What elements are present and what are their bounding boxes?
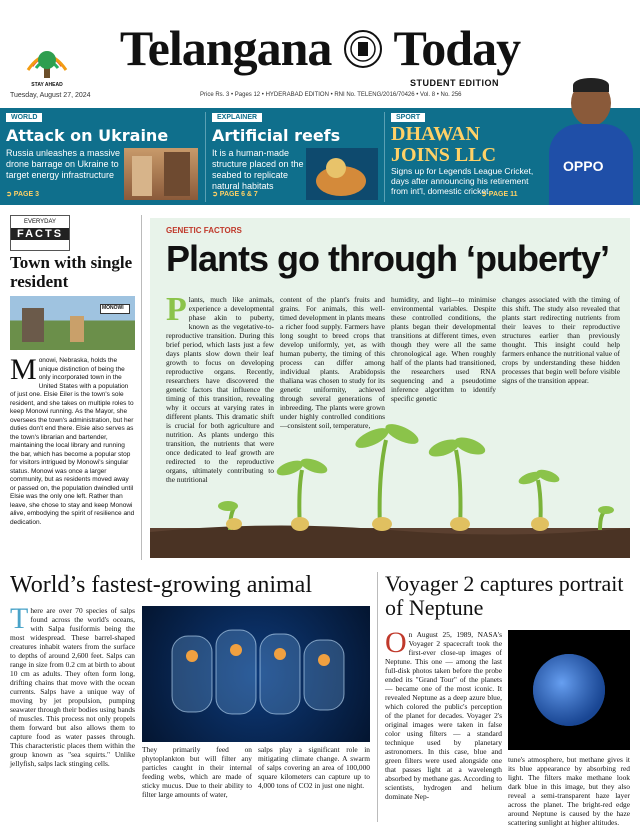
voyager-dropcap: O [385,626,407,659]
masthead-title-left: Telangana [119,20,332,76]
sidebar-headline: Town with single resident [10,253,133,291]
jersey-text: OPPO [563,158,604,174]
voyager-col-2 [508,755,630,827]
salps-text-1: here are over 70 species of salps found across the world's oceans, with Salpa fusiformis being the most widespread. These barrel-shaped creatures inhabit waters from the surface to depths of around 2,600 feet. Salps can range in size from 0.2 cm at birth to about 10 cm as adults. They often form long, drifting chains that move with the ocean currents. Salps have a unique way of moving by jet propulsion, pumping seawater through their bodies using bands of muscles. This process not only propels them forward but also allows them to capture food as water passes through. This characteristic places them within the group known as "sea squirts." Unlike jellyfish, salps lack stinging cells. [10,606,135,768]
teaser-page: ➲ PAGE 6 & 7 [212,191,258,198]
teaser-sport[interactable] [385,108,640,205]
teaser-photo-ukraine [124,148,198,200]
feature-text-3: humidity, and light—to minimise environmental variables. Despite these controlled conditions, the plants began their developmental transitions at different times, even though they were all the same chronological age. When roughly half of the plants had transitioned, the researchers used RNA sequencing and a pseudotime inference algorithm to identify specific genetic [391,295,496,403]
masthead-title-right: Today [393,20,521,76]
teaser-explainer[interactable] [206,108,384,205]
feature-text-4: changes associated with the timing of this shift. The study also revealed that plants start redirecting nutrients from their leaves to their reproductive structures earlier than previously thought. This insight could help farmers enhance the nutritional value of crops by understanding these hidden processes that begin well before visible signs of the transition appear. [502,295,620,385]
feature-col-1 [166,291,274,484]
issue-meta: Price Rs. 3 • Pages 12 • HYDERABAD EDITION • RNI No. TELENG/2016/70426 • Vol. 8 • No. 256 [200,92,462,98]
sidebar-text: onowi, Nebraska, holds the unique distinction of being the only incorporated town in the United States with a population of just one. Elsie Eiler is the town's sole resident, and she takes on multiple roles to keep Monowi running. As the Mayor, she oversees the town's administration, but her duties don't end there. Elsie also serves as the town's librarian and bartender, maintaining the local library and running the bar, which has become a popular stop for visitors intrigued by Monowi's singular status. Monowi was once a larger community, but as residents moved away or passed on, the population dwindled until Elsie was the only one left. Rather than leave, she chose to stay and keep Monowi alive, embodying the spirit of resilience and dedication. [10,357,135,526]
photo-sign-text: MONOWI [102,305,124,311]
feature-headline: Plants go through ‘puberty’ [166,238,609,279]
player-photo [547,80,635,205]
voyager-text-1: n August 25, 1989, NASA's Voyager 2 spacecraft took the first-ever close-up images of Neptune. This one — among the last full-disk photos taken before the probe ended its "Grand Tour" of the planets — became one of the most iconic. It revealed Neptune as a deep azure blue, which colored the public's perception of the planet for decades. Voyager 2's original images were taken in false color using filters — a standard technique used by planetary astronomers. In this case, blue and green filters were used alongside one that passes light at a wavelength absorbed by methane gas. According to scientists, hydrogen and helium dominate Nep- [385,630,502,801]
logo-caption: STAY AHEAD [31,82,63,88]
dateline: Tuesday, August 27, 2024 [10,92,91,99]
teaser-world[interactable] [0,108,205,205]
teaser-headline-line2: JOINS LLC [391,144,497,166]
feature-col-2 [280,295,385,430]
edition-label: STUDENT EDITION [410,78,500,88]
teaser-page: ➲ PAGE 3 [6,191,39,198]
teaser-dek: It is a human-made structure placed on the seabed to replicate natural habitats [212,148,304,191]
everyday-facts-badge [10,215,70,251]
feature-col-4 [502,295,620,385]
salps-text-3: salps play a significant role in mitigating climate change. A swarm of salps covering an area of 100,000 square kilometers can capture up to 4,000 tons of CO2 in just one night. [258,745,370,790]
teaser-tag: EXPLAINER [212,113,262,122]
sidebar-body [10,353,135,527]
teaser-tag: SPORT [391,113,425,122]
paper-logo [18,40,76,92]
teaser-headline: Artificial reefs [212,126,341,145]
masthead-title [100,20,540,76]
neptune-photo [508,630,630,750]
feature-tag: GENETIC FACTORS [166,226,242,235]
feature-col-3 [391,295,496,403]
monowi-photo [10,296,135,350]
voyager-headline: Voyager 2 captures portrait of Neptune [385,571,624,620]
feature-text-1: lants, much like animals, experience a developmental phase akin to puberty, known as the vegetative-to-reproductive transition. During this brief period, which lasts just a few days plants slow down their leaf growth to focus on developing reproductive organs. Recently, researchers have discovered the genetic factors that influence the timing of this transition, revealing why it occurs at varying rates in different plants. This dramatic shift is crucial for both agriculture and nutrition. As plants undergo this transition, the nutrients that were once dedicated to leaf growth are redirected to the reproductive organs, ultimately contributing to the nutritional [166,295,274,484]
salps-headline: World’s fastest-growing animal [10,572,313,598]
teaser-headline: Attack on Ukraine [6,126,169,145]
salps-dropcap: T [10,602,29,635]
teaser-headline-line1: DHAWAN [391,123,480,145]
salps-col-3 [258,745,370,790]
teaser-dek: Signs up for Legends League Cricket, days after announcing his retirement from int'l, domestic cricket [391,166,534,196]
voyager-text-2: tune's atmosphere, but methane gives it its blue appearance by absorbing red light. The filters make methane look dark blue in this image, but they also reveal a semi-transparent haze layer across the planet. The bright-red edge around Neptune is caused by the haze scattering sunlight at higher altitudes. [508,755,630,827]
voyager-col-1 [385,626,502,801]
teaser-dek: Russia unleashes a massive drone barrage on Ukraine to target energy infrastructure [6,148,121,180]
feature-dropcap: P [166,291,187,328]
teaser-tag: WORLD [6,113,42,122]
facts-top: EVERYDAY [23,219,57,225]
salps-photo [142,606,370,742]
feature-text-2: content of the plant's fruits and grains. For animals, this well-timed development in plants means a richer food supply. Farmers have long sought to breed crops that develop uniformly, yet, as with human puberty, the timing of this process can differ among individual plants. Arabidopsis thaliana was chosen to study for its genetic uniformity, achieved through several generations of inbreeding. The plants were grown under highly controlled conditions—consistent soil, temperature, [280,295,385,430]
facts-word: FACTS [11,228,69,240]
salps-col-2 [142,745,252,799]
emblem-icon [343,24,383,64]
salps-text-2: They primarily feed on phytoplankton but will filter any particles caught in their internal feeding webs, which are made of sticky mucus. Due to their ability to filter large amounts of water, [142,745,252,799]
salps-col-1 [10,602,135,768]
teaser-page: ➲ PAGE 11 [481,191,518,198]
teaser-photo-reef [306,148,378,200]
sidebar-dropcap: M [10,353,37,386]
